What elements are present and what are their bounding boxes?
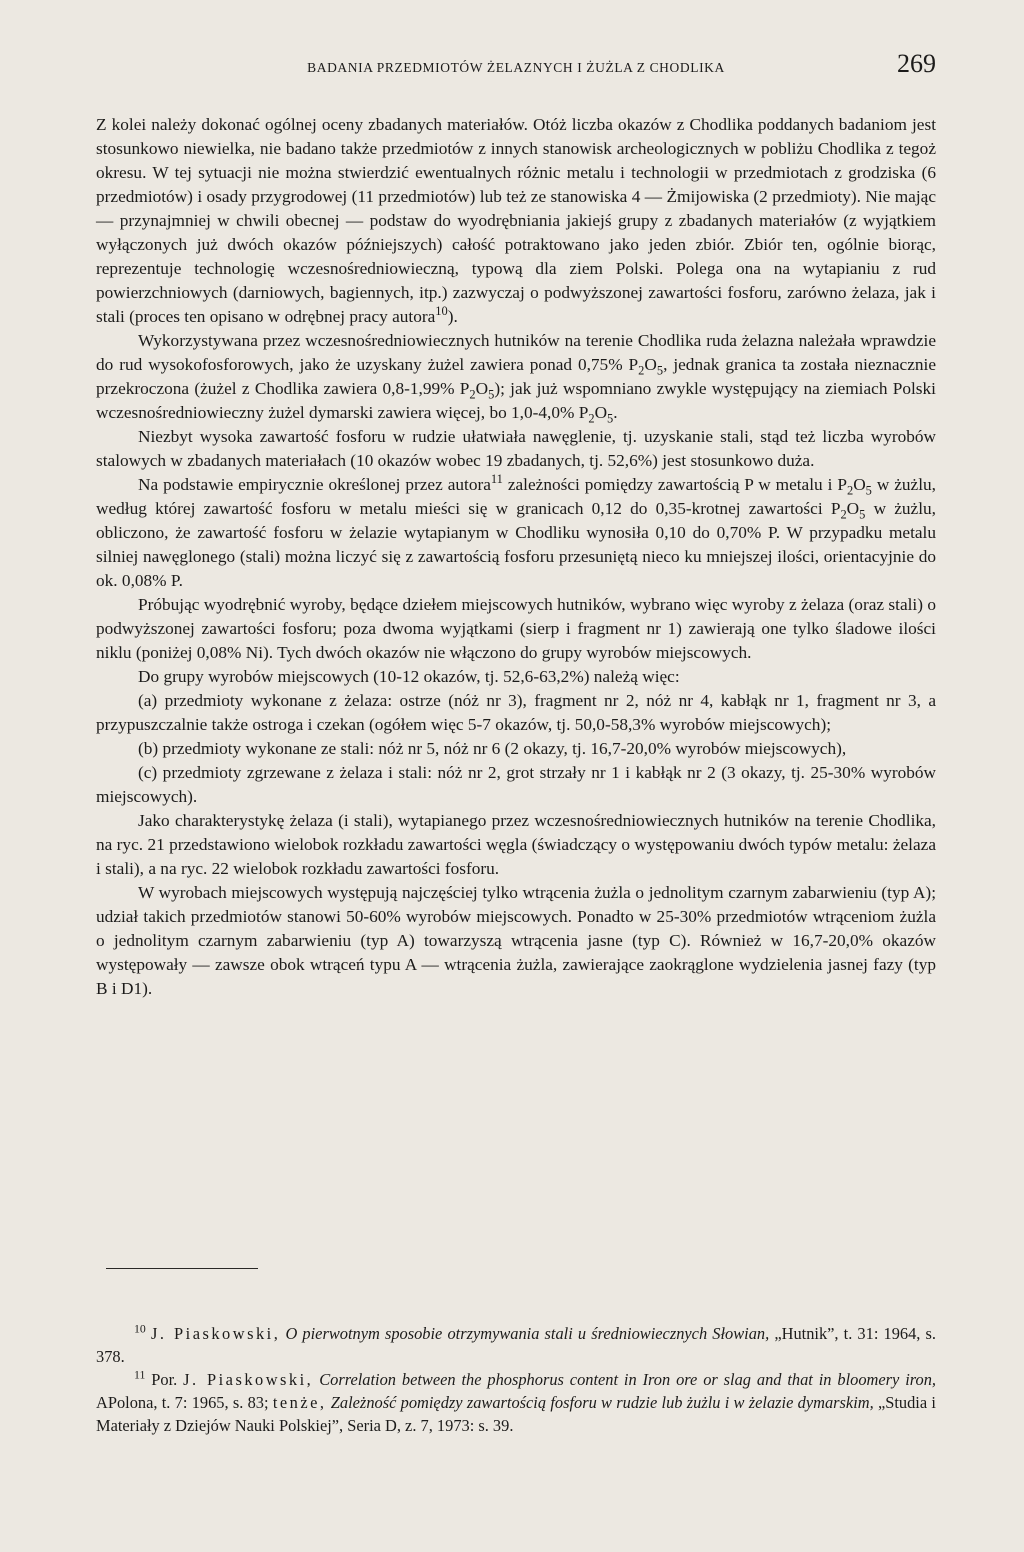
paragraph-7: Jako charakterystykę żelaza (i stali), wytapianego przez wczesnośredniowiecznych hutników na terenie Chodlika, na ryc. 21 przedstawiono wielobok rozkładu zawartości węgla (świadczący o występowaniu dwóch typów metalu: żelaza i stali), a na ryc. 22 wielobok rozkładu zawartości fosforu.	[96, 811, 936, 878]
paragraph-1: Z kolei należy dokonać ogólnej oceny zbadanych materiałów. Otóż liczba okazów z Chodlika poddanych badaniom jest stosunkowo niewielka, nie badano także przedmiotów z innych stanowisk archeologicznych w pobliżu Chodlika z tegoż okresu. W tej sytuacji nie można stwierdzić ewentualnych różnic metalu i technologii w przedmiotach z grodziska (6 przedmiotów) i osady przygrodowej (11 przedmiotów) lub też ze stanowiska 4 — Żmijowiska (2 przedmioty). Nie mając — przynajmniej w chwili obecnej — podstaw do wyodrębniania jakiejś grupy z zbadanych materiałów (z wyjątkiem wyłączonych już dwóch okazów późniejszych) całość potraktowano jako jeden zbiór. Zbiór ten, ogólnie biorąc, reprezentuje technologię wczesnośredniowieczną, typową dla ziem Polski. Polega ona na wytapianiu z rud powierzchniowych (darniowych, bagiennych, itp.) zazwyczaj o podwyższonej zawartości fosforu, zarówno żelaza, jak i stali (proces ten opisano w odrębnej pracy autora$^{10}$).	[96, 115, 936, 326]
footnotes	[96, 1322, 936, 1437]
paragraph-4: Na podstawie empirycznie określonej przez autora$^{11}$ zależności pomiędzy zawartością P w metalu i $P_2O_5$ w żużlu, według której zawartość fosforu w metalu mieści się w granicach 0,12 do 0,35-krotnej zawartości $P_2O_5$ w żużlu, obliczono, że zawartość fosforu w żelazie wytapianym w Chodliku wynosiła 0,10 do 0,70% P. W przypadku metalu silniej nawęglonego (stali) można liczyć się z zawartością fosforu przesuniętą nieco ku mniejszej ilości, orientacyjnie do ok. 0,08% P.	[96, 472, 936, 590]
footnote-ref-10: 10	[435, 304, 448, 319]
footnote-10: $^{10}$ J. Piaskowski, O pierwotnym sposobie otrzymywania stali u średniowiecznych Słowian, „Hutnik”, t. 31: 1964, s. 378.	[96, 1321, 936, 1366]
footnote-11: $^{11}$ Por. J. Piaskowski, Correlation between the phosphorus content in Iron ore or slag and that in bloomery iron, APolona, t. 7: 1965, s. 83; tenże, Zależność pomiędzy zawartością fosforu w rudzie lub żużlu i w żelazie dymarskim, „Studia i Materiały z Dziejów Nauki Polskiej”, Seria D, z. 7, 1973: s. 39.	[96, 1367, 937, 1435]
footnote-separator	[106, 1268, 258, 1269]
paragraph-3: Niezbyt wysoka zawartość fosforu w rudzie ułatwiała nawęglenie, tj. uzyskanie stali, stąd też liczba wyrobów stalowych w zbadanych materiałach (10 okazów wobec 19 zbadanych, tj. 52,6%) jest stosunkowo duża.	[96, 427, 936, 470]
list-item-a: (a) przedmioty wykonane z żelaza: ostrze (nóż nr 3), fragment nr 2, nóż nr 4, kabłąk nr 1, fragment nr 3, a przypuszczalnie także ostroga i czekan (ogółem więc 5-7 okazów, tj. 50,0-58,3% wyrobów miejscowych);	[96, 691, 936, 734]
list-item-b: (b) przedmioty wykonane ze stali: nóż nr 5, nóż nr 6 (2 okazy, tj. 16,7-20,0% wyrobów miejscowych),	[138, 739, 847, 758]
page-number: 269	[897, 49, 936, 78]
main-text	[96, 113, 936, 1001]
footnote-ref-11: 11	[490, 472, 503, 487]
list-item-c: (c) przedmioty zgrzewane z żelaza i stali: nóż nr 2, grot strzały nr 1 i kabłąk nr 2 (3 okazy, tj. 25-30% wyrobów miejscowych).	[96, 763, 936, 806]
paragraph-8: W wyrobach miejscowych występują najczęściej tylko wtrącenia żużla o jednolitym czarnym zabarwieniu (typ A); udział takich przedmiotów stanowi 50-60% wyrobów miejscowych. Ponadto w 25-30% przedmiotów wtrąceniom żużla o jednolitym czarnym zabarwieniu (typ A) towarzyszą wtrącenia jasne (typ C). Również w 16,7-20,0% okazów występowały — zawsze obok wtrąceń typu A — wtrącenia żużla, zawierające zaokrąglone wydzielenia jasnej fazy (typ B i D1).	[96, 883, 936, 998]
paragraph-2: Wykorzystywana przez wczesnośredniowiecznych hutników na terenie Chodlika ruda żelazna należała wprawdzie do rud wysokofosforowych, jako że uzyskany żużel zawiera ponad 0,75% $P_2O_5$, jednak granica ta została nieznacznie przekroczona (żużel z Chodlika zawiera 0,8-1,99% $P_2O_5$); jak już wspomniano zwykle występujący na ziemiach Polski wczesnośredniowieczny żużel dymarski zawiera więcej, bo 1,0-4,0% $P_2O_5$.	[96, 331, 936, 426]
paragraph-5: Próbując wyodrębnić wyroby, będące dziełem miejscowych hutników, wybrano więc wyroby z żelaza (oraz stali) o podwyższonej zawartości fosforu; poza dwoma wyjątkami (sierp i fragment nr 1) zawierają one tylko śladowe ilości niklu (poniżej 0,08% Ni). Tych dwóch okazów nie włączono do grupy wyrobów miejscowych.	[96, 595, 936, 662]
page-header	[96, 46, 936, 86]
running-head: BADANIA PRZEDMIOTÓW ŻELAZNYCH I ŻUŻLA Z CHODLIKA	[307, 60, 725, 75]
paragraph-6: Do grupy wyrobów miejscowych (10-12 okazów, tj. 52,6-63,2%) należą więc:	[138, 667, 680, 686]
